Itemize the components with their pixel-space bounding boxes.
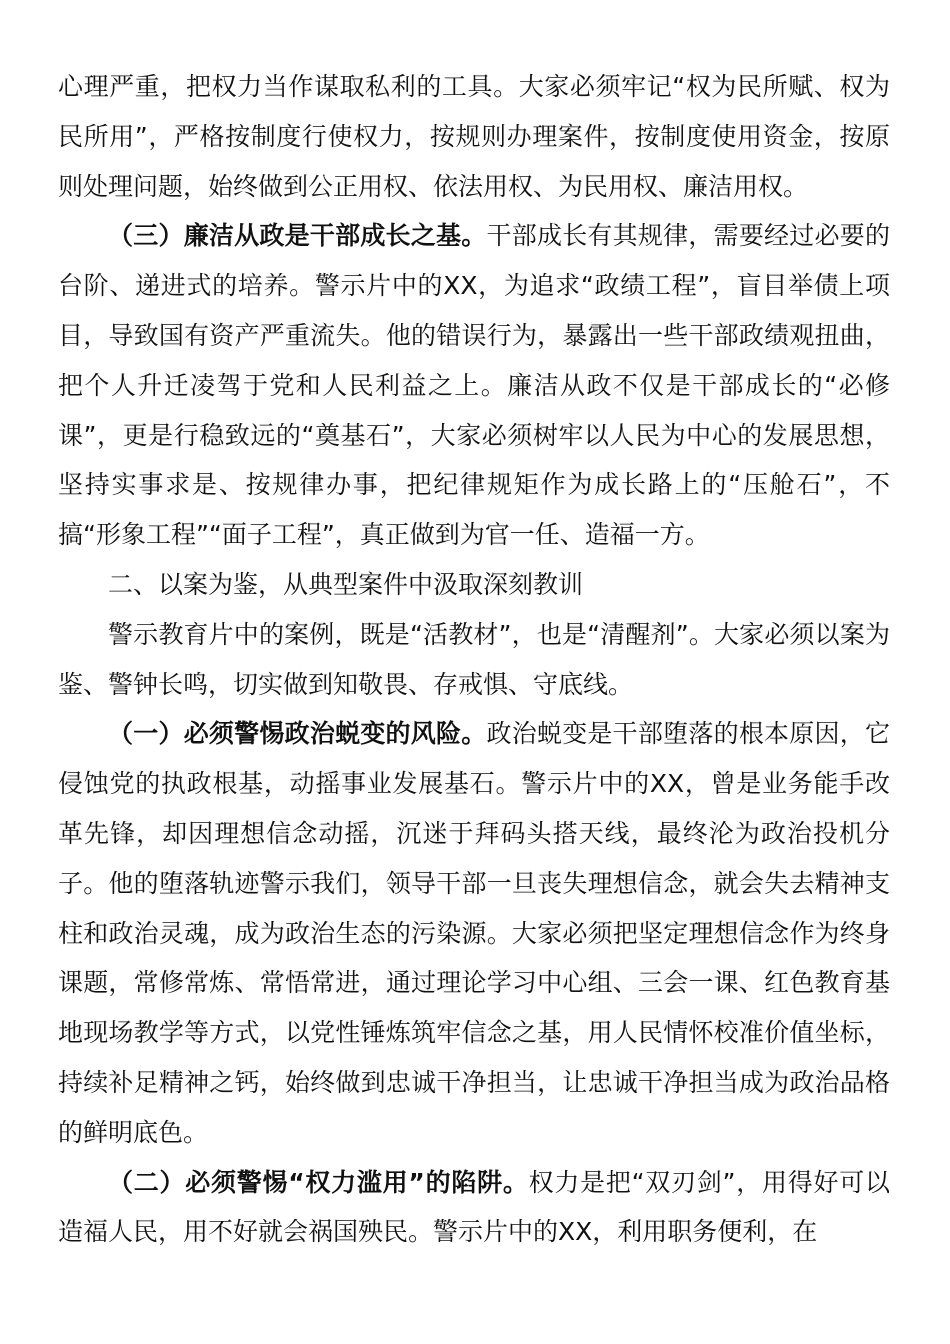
paragraph-point-one bbox=[58, 709, 890, 1157]
paragraph-point-two bbox=[58, 1158, 890, 1258]
point-one-heading: （一）必须警惕政治蜕变的风险。 bbox=[108, 719, 487, 749]
section-three-heading: （三）廉洁从政是干部成长之基。 bbox=[108, 221, 487, 251]
section-three-body: 干部成长有其规律，需要经过必要的台阶、递进式的培养。警示片中的XX，为追求“政绩工程”，盲目举债上项目，导致国有资产严重流失。他的错误行为，暴露出一些干部政绩观扭曲，把个人升迁凌驾于党和人民利益之上。廉洁从政不仅是干部成长的“必修课”，更是行稳致远的“奠基石”，大家必须树牢以人民为中心的发展思想，坚持实事求是、按规律办事，把纪律规矩作为成长路上的“压舱石”，不搞“形象工程”“面子工程”，真正做到为官一任、造福一方。 bbox=[58, 221, 890, 550]
point-two-heading: （二）必须警惕“权力滥用”的陷阱。 bbox=[108, 1167, 529, 1197]
document-body bbox=[58, 62, 890, 1257]
chapter-two-heading: 二、以案为鉴，从典型案件中汲取深刻教训 bbox=[108, 569, 584, 599]
point-one-body: 政治蜕变是干部堕落的根本原因，它侵蚀党的执政根基，动摇事业发展基石。警示片中的XX，曾是业务能手改革先锋，却因理想信念动摇，沉迷于拜码头搭天线，最终沦为政治投机分子。他的堕落轨迹警示我们，领导干部一旦丧失理想信念，就会失去精神支柱和政治灵魂，成为政治生态的污染源。大家必须把坚定理想信念作为终身课题，常修常炼、常悟常进，通过理论学习中心组、三会一课、红色教育基地现场教学等方式，以党性锤炼筑牢信念之基，用人民情怀校准价值坐标，持续补足精神之钙，始终做到忠诚干净担当，让忠诚干净担当成为政治品格的鲜明底色。 bbox=[58, 719, 890, 1147]
paragraph-intro: 警示教育片中的案例，既是“活教材”，也是“清醒剂”。大家必须以案为鉴、警钟长鸣，切实做到知敬畏、存戒惧、守底线。 bbox=[58, 619, 890, 699]
paragraph-section-three bbox=[58, 211, 890, 560]
point-two-body: 权力是把“双刃剑”，用得好可以造福人民，用不好就会祸国殃民。警示片中的XX，利用职务便利，在 bbox=[58, 1167, 890, 1247]
paragraph-continued: 心理严重，把权力当作谋取私利的工具。大家必须牢记“权为民所赋、权为民所用”，严格按制度行使权力，按规则办理案件，按制度使用资金，按原则处理问题，始终做到公正用权、依法用权、为民用权、廉洁用权。 bbox=[58, 72, 890, 201]
